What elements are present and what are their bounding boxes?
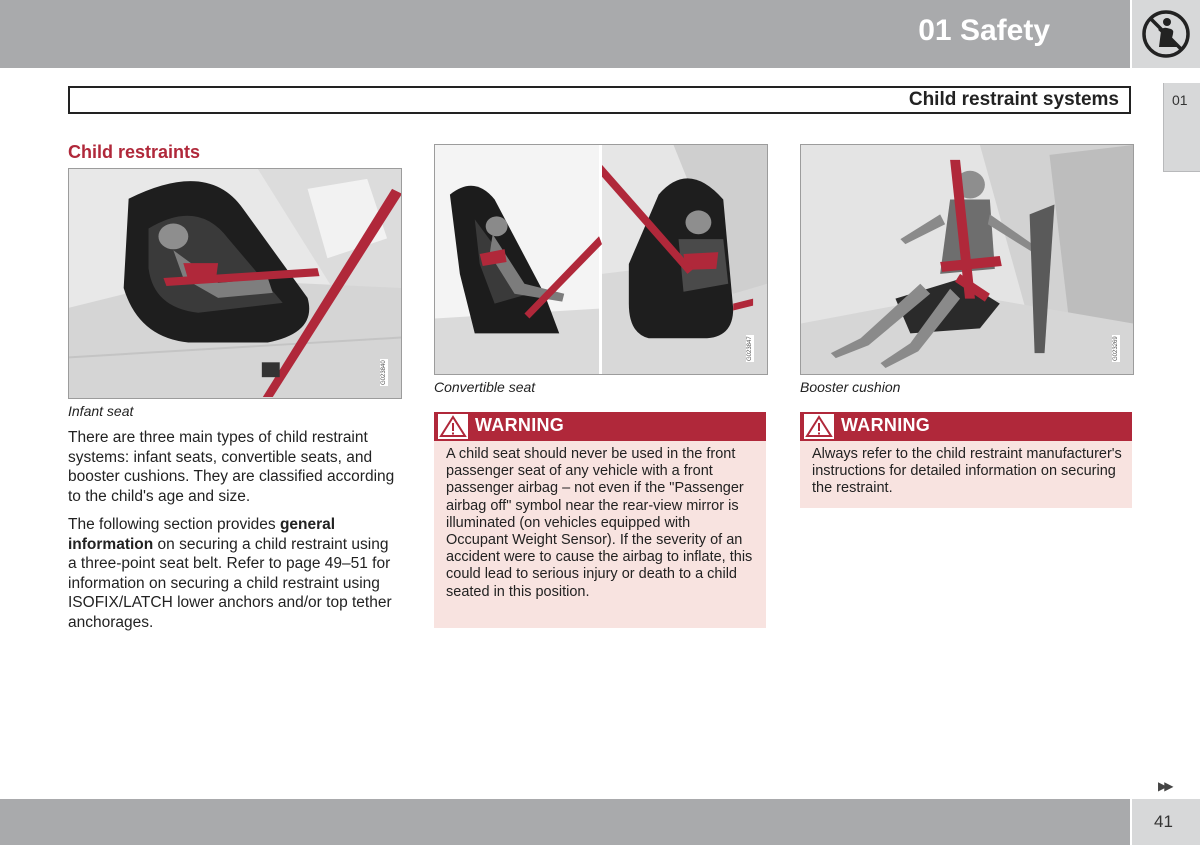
image-code: G023269 <box>1113 336 1119 361</box>
warning-header <box>434 412 766 441</box>
page-number: 41 <box>1154 812 1173 831</box>
warning-title: WARNING <box>841 415 931 435</box>
section-title: Child restraint systems <box>908 89 1119 110</box>
chapter-side-tab[interactable] <box>1163 83 1200 172</box>
double-chevron-right-icon[interactable]: ▶▶ <box>1158 779 1171 793</box>
warning-triangle-icon <box>438 414 468 439</box>
chapter-header-bar <box>0 0 1130 68</box>
page-heading: Child restraints <box>68 142 201 162</box>
para-bold-text: general information <box>68 516 336 553</box>
chapter-icon-box <box>1132 0 1200 68</box>
caption-convertible-seat: Convertible seat <box>434 379 536 395</box>
para-text: on securing a child restraint using a three-point seat belt. Refer to page 49–51 for information on securing a child restraint using ISOFIX/LATCH lower anchors and/or top tether anchorages. <box>68 535 392 631</box>
footer-bar <box>0 799 1130 845</box>
image-code: G023840 <box>381 360 387 385</box>
warning-header <box>800 412 1132 441</box>
seatbelt-no-icon <box>1141 9 1191 59</box>
side-tab-label: 01 <box>1172 92 1188 108</box>
caption-infant-seat: Infant seat <box>68 403 134 419</box>
general-info-paragraph <box>68 515 400 632</box>
warning-title: WARNING <box>475 415 565 435</box>
page-number-box <box>1132 799 1200 845</box>
intro-paragraph: There are three main types of child restraint systems: infant seats, convertible seats, and booster cushions. They are classified according to the child's age and size. <box>68 429 395 505</box>
infant-seat-illustration <box>68 168 402 399</box>
convertible-seat-illustration <box>434 144 768 375</box>
warning-triangle-icon <box>804 414 834 439</box>
warning-text: Always refer to the child restraint manufacturer's instructions for detailed information on securing the restraint. <box>812 446 1122 497</box>
warning-box-airbag <box>434 412 766 628</box>
section-title-bar <box>68 86 1131 114</box>
warning-box-manufacturer <box>800 412 1132 508</box>
para-text: The following section provides <box>68 516 280 533</box>
warning-text: A child seat should never be used in the front passenger seat of any vehicle with a front passenger airbag – not even if the "Passenger airbag off" symbol near the rear-view mirror is illuminated (on vehicles equipped with Occupant Weight Sensor). If the severity of an accident were to cause the airbag to inflate, this could lead to serious injury or death to a child seated in this position. <box>446 446 753 600</box>
booster-cushion-illustration <box>800 144 1134 375</box>
chapter-title: 01 Safety <box>918 14 1050 47</box>
caption-booster-cushion: Booster cushion <box>800 379 901 395</box>
image-code: G023847 <box>747 336 753 361</box>
